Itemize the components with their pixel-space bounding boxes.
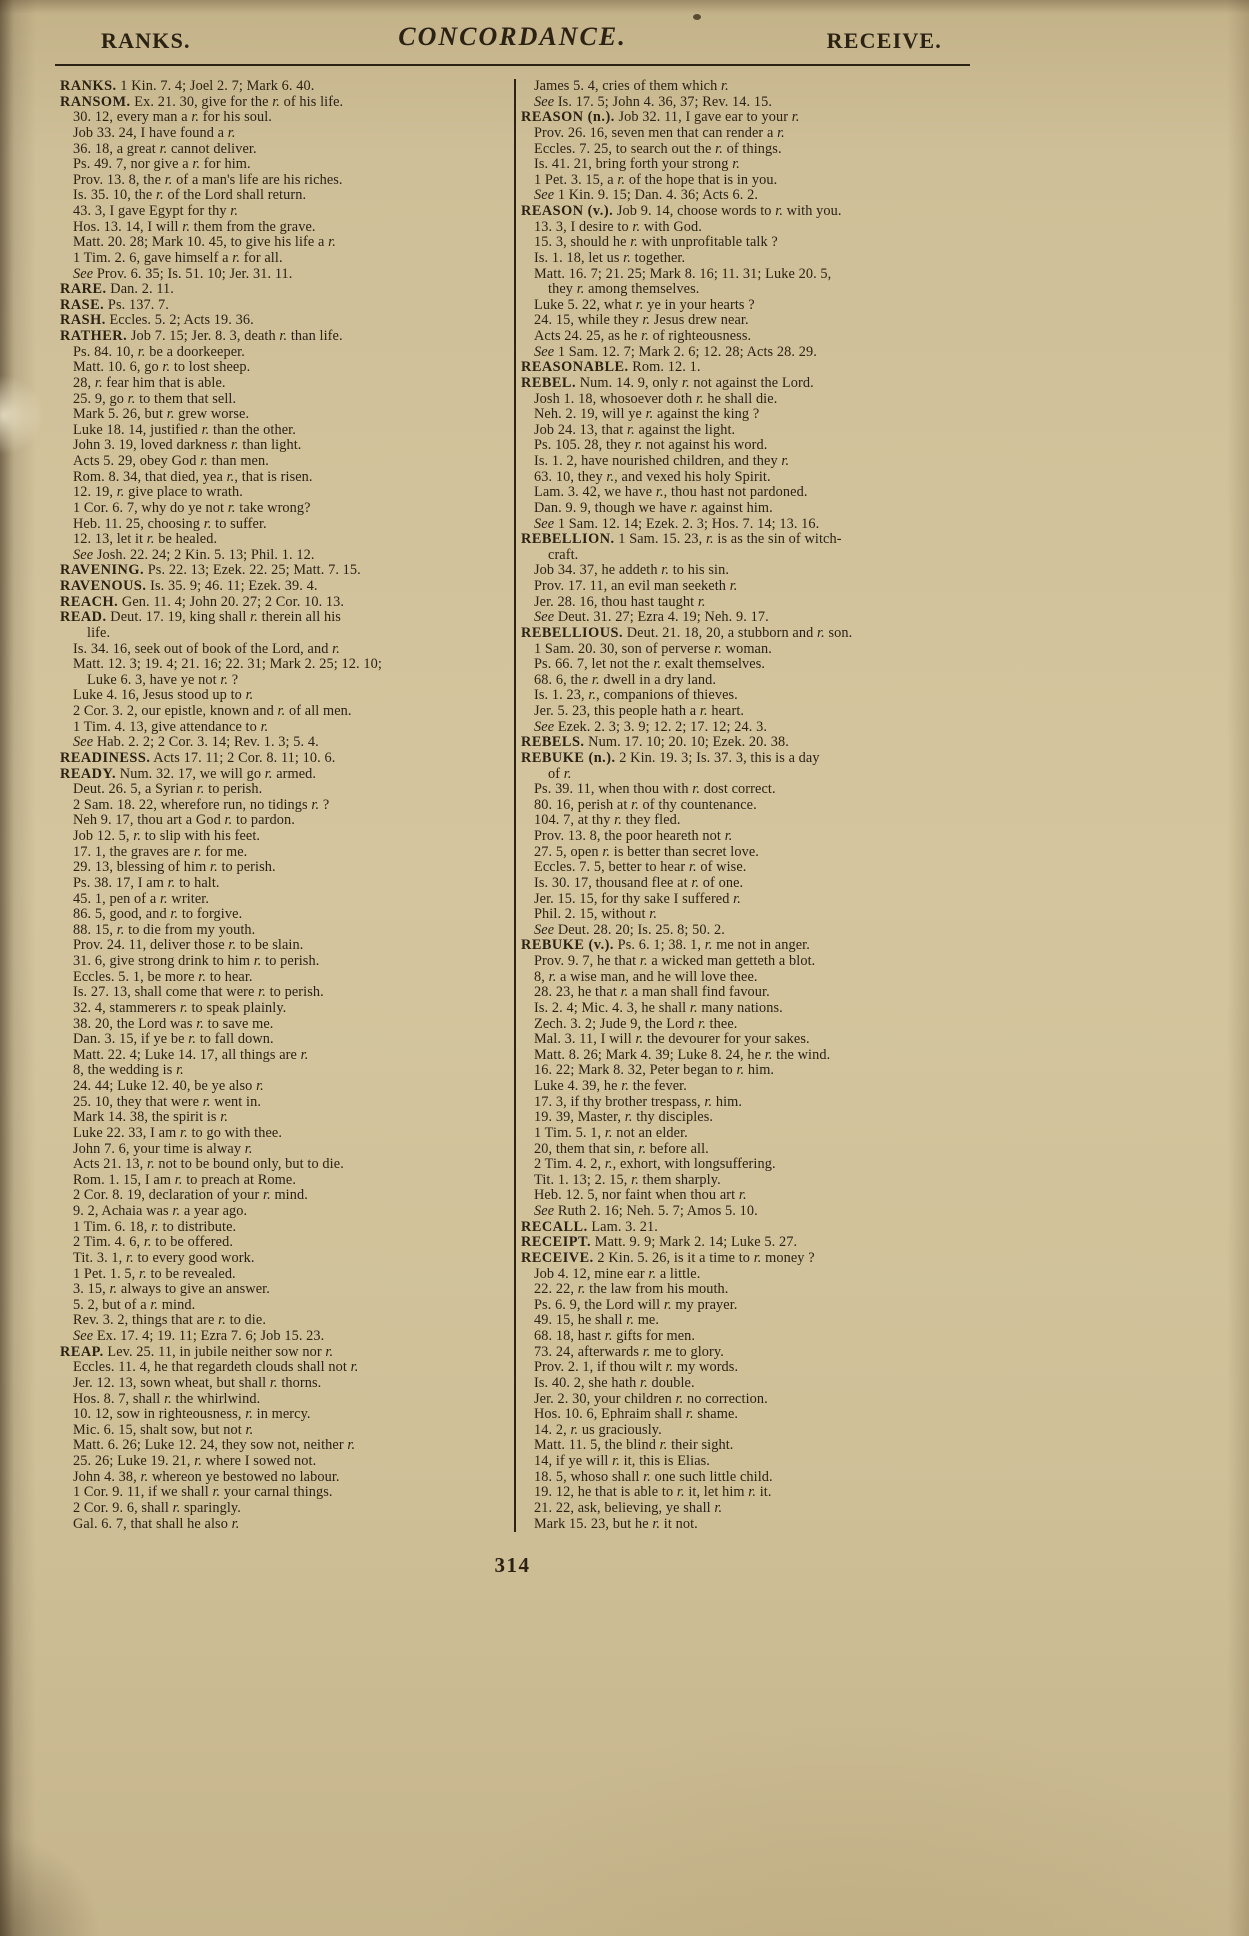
text-block (60, 79, 972, 1532)
entry-headword-line: RARE. Dan. 2. 11. (60, 281, 174, 298)
entry-reference-line: Job 12. 5, r. to slip with his feet. (73, 828, 261, 844)
entry-headword-line: READINESS. Acts 17. 11; 2 Cor. 8. 11; 10. 6. (60, 749, 336, 766)
entry-headword-line: REBUKE (n.). 2 Kin. 19. 3; Is. 37. 3, this is a day (521, 749, 820, 766)
entry-reference-line: 8, the wedding is r. (73, 1062, 184, 1079)
entry-reference-line: Gal. 6. 7, that shall he also r. (73, 1515, 240, 1532)
entry-reference-line: 43. 3, I gave Egypt for thy r. (73, 203, 239, 219)
entry-headword-line: RECEIPT. Matt. 9. 9; Mark 2. 14; Luke 5. 27. (521, 1234, 798, 1251)
entry-reference-line: Matt. 16. 7; 21. 25; Mark 8. 16; 11. 31; Luke 20. 5, (534, 265, 832, 282)
entry-reference-line: 31. 6, give strong drink to him r. to perish. (73, 953, 320, 969)
entry-reference-line: 17. 1, the graves are r. for me. (73, 843, 248, 860)
entry-reference-line: Ps. 66. 7, let not the r. exalt themselves. (534, 656, 766, 673)
entry-reference-line: Prov. 26. 16, seven men that can render a r. (534, 124, 785, 141)
entry-reference-line: 49. 15, he shall r. me. (534, 1312, 660, 1329)
entry-reference-line: Matt. 6. 26; Luke 12. 24, they sow not, neither r. (73, 1437, 356, 1454)
entry-reference-line: Ps. 39. 11, when thou with r. dost correct. (534, 781, 776, 798)
entry-reference-line: Luke 5. 22, what r. ye in your hearts ? (534, 296, 755, 313)
entry-reference-line: Hos. 13. 14, I will r. them from the grave. (73, 218, 316, 235)
entry-reference-line: Josh 1. 18, whosoever doth r. he shall die. (534, 390, 778, 407)
entry-reference-line: 14. 2, r. us graciously. (534, 1421, 662, 1438)
entry-reference-line: 22. 22, r. the law from his mouth. (534, 1281, 729, 1298)
entry-reference-line: Is. 34. 16, seek out of book of the Lord, and r. (73, 640, 340, 657)
entry-reference-line: 27. 5, open r. is better than secret love. (534, 843, 759, 860)
entry-headword-line: RECEIVE. 2 Kin. 5. 26, is it a time to r. money ? (521, 1249, 815, 1266)
entry-reference-line: Job 4. 12, mine ear r. a little. (534, 1265, 701, 1282)
entry-reference-line: Is. 1. 2, have nourished children, and they r. (534, 453, 790, 469)
entry-reference-line: 1 Tim. 6. 18, r. to distribute. (73, 1218, 237, 1235)
entry-reference-line: Job 24. 13, that r. against the light. (534, 421, 736, 438)
running-header (55, 22, 970, 58)
entry-reference-line: Ps. 49. 7, nor give a r. for him. (73, 156, 251, 173)
entry-headword-line: RASE. Ps. 137. 7. (60, 296, 169, 313)
entry-reference-line: 73. 24, afterwards r. me to glory. (534, 1343, 724, 1360)
entry-reference-line: 1 Tim. 5. 1, r. not an elder. (534, 1124, 688, 1141)
entry-reference-line: 5. 2, but of a r. mind. (73, 1296, 196, 1313)
header-rule (55, 64, 970, 66)
entry-reference-line: See 1 Sam. 12. 7; Mark 2. 6; 12. 28; Acts 28. 29. (534, 343, 817, 360)
entry-reference-line: craft. (548, 546, 579, 563)
running-head-last-entry: RECEIVE. (826, 28, 942, 53)
entry-reference-line: Prov. 17. 11, an evil man seeketh r. (534, 578, 738, 594)
entry-headword-line: RASH. Eccles. 5. 2; Acts 19. 36. (60, 312, 254, 329)
entry-reference-line: Luke 6. 3, have ye not r. ? (87, 671, 239, 688)
entry-reference-line: Is. 30. 17, thousand flee at r. of one. (534, 874, 744, 891)
entry-reference-line: 14, if ye will r. it, this is Elias. (534, 1453, 710, 1469)
entry-reference-line: Prov. 13. 8, the poor heareth not r. (534, 828, 733, 844)
entry-headword-line: REAP. Lev. 25. 11, in jubile neither sow nor r. (60, 1343, 334, 1360)
entry-reference-line: 24. 15, while they r. Jesus drew near. (534, 312, 749, 329)
entry-reference-line: Dan. 9. 9, though we have r. against him. (534, 499, 773, 516)
entry-reference-line: Mark 14. 38, the spirit is r. (73, 1109, 229, 1126)
entry-reference-line: Mic. 6. 15, shalt sow, but not r. (73, 1421, 254, 1438)
entry-reference-line: See Ruth 2. 16; Neh. 5. 7; Amos 5. 10. (534, 1203, 758, 1219)
entry-headword-line: REBELS. Num. 17. 10; 20. 10; Ezek. 20. 38. (521, 734, 789, 751)
entry-headword-line: RATHER. Job 7. 15; Jer. 8. 3, death r. than life. (60, 328, 343, 344)
entry-reference-line: Heb. 11. 25, choosing r. to suffer. (73, 515, 267, 532)
entry-reference-line: 2 Cor. 3. 2, our epistle, known and r. of all men. (73, 703, 352, 719)
entry-reference-line: 25. 9, go r. to them that sell. (73, 390, 237, 407)
entry-reference-line: Prov. 13. 8, the r. of a man's life are his riches. (73, 171, 343, 188)
entry-reference-line: Dan. 3. 15, if ye be r. to fall down. (73, 1031, 274, 1048)
entry-reference-line: Luke 18. 14, justified r. than the other. (73, 421, 296, 438)
entry-reference-line: John 3. 19, loved darkness r. than light. (73, 437, 302, 454)
entry-reference-line: Prov. 9. 7, he that r. a wicked man getteth a blot. (534, 953, 816, 969)
entry-reference-line: Prov. 24. 11, deliver those r. to be slain. (73, 937, 304, 954)
entry-reference-line: 28, r. fear him that is able. (73, 374, 226, 391)
entry-reference-line: See Hab. 2. 2; 2 Cor. 3. 14; Rev. 1. 3; 5. 4. (73, 734, 319, 751)
entry-reference-line: Rev. 3. 2, things that are r. to die. (73, 1312, 266, 1329)
entry-reference-line: Hos. 10. 6, Ephraim shall r. shame. (534, 1406, 739, 1423)
entry-reference-line: 45. 1, pen of a r. writer. (73, 890, 210, 907)
entry-reference-line: Luke 22. 33, I am r. to go with thee. (73, 1124, 283, 1141)
entry-reference-line: of r. (548, 765, 572, 782)
entry-reference-line: 2 Cor. 9. 6, shall r. sparingly. (73, 1499, 241, 1516)
entry-reference-line: Hos. 8. 7, shall r. the whirlwind. (73, 1390, 261, 1407)
entry-reference-line: See Ezek. 2. 3; 3. 9; 12. 2; 17. 12; 24. 3. (534, 718, 768, 735)
entry-reference-line: Is. 1. 18, let us r. together. (534, 249, 686, 266)
entry-reference-line: Eccles. 7. 5, better to hear r. of wise. (534, 859, 747, 876)
entry-reference-line: Ps. 38. 17, I am r. to halt. (73, 874, 220, 891)
entry-reference-line: Tit. 3. 1, r. to every good work. (73, 1249, 255, 1266)
entry-reference-line: Luke 4. 16, Jesus stood up to r. (73, 687, 254, 704)
entry-reference-line: Matt. 11. 5, the blind r. their sight. (534, 1437, 734, 1454)
entry-reference-line: 24. 44; Luke 12. 40, be ye also r. (73, 1078, 264, 1094)
entry-reference-line: 16. 22; Mark 8. 32, Peter began to r. him. (534, 1062, 775, 1079)
entry-reference-line: Lam. 3. 42, we have r., thou hast not pardoned. (534, 484, 808, 501)
entry-reference-line: 29. 13, blessing of him r. to perish. (73, 859, 276, 876)
entry-reference-line: Is. 27. 13, shall come that were r. to perish. (73, 984, 324, 1001)
entry-headword-line: READY. Num. 32. 17, we will go r. armed. (60, 765, 317, 782)
entry-reference-line: 1 Cor. 6. 7, why do ye not r. take wrong? (73, 499, 311, 516)
entry-reference-line: 28. 23, he that r. a man shall find favour. (534, 984, 770, 1001)
entry-reference-line: James 5. 4, cries of them which r. (534, 79, 729, 94)
entry-reference-line: 9. 2, Achaia was r. a year ago. (73, 1203, 248, 1219)
entry-reference-line: 2 Cor. 8. 19, declaration of your r. mind. (73, 1187, 308, 1204)
entry-reference-line: life. (87, 624, 111, 641)
page-number: 314 (494, 1553, 531, 1577)
entry-reference-line: See Deut. 31. 27; Ezra 4. 19; Neh. 9. 17. (534, 609, 769, 626)
entry-reference-line: 17. 3, if thy brother trespass, r. him. (534, 1093, 743, 1110)
entry-reference-line: 20, them that sin, r. before all. (534, 1140, 709, 1157)
entry-reference-line: Heb. 12. 5, nor faint when thou art r. (534, 1187, 747, 1204)
entry-reference-line: 21. 22, ask, believing, ye shall r. (534, 1499, 723, 1516)
entry-headword-line: REASON (n.). Job 32. 11, I gave ear to your r. (521, 109, 800, 126)
entry-reference-line: 19. 39, Master, r. thy disciples. (534, 1109, 714, 1126)
entry-reference-line: 104. 7, at thy r. they fled. (534, 812, 681, 829)
entry-reference-line: Matt. 10. 6, go r. to lost sheep. (73, 359, 251, 376)
entry-reference-line: Ps. 6. 9, the Lord will r. my prayer. (534, 1296, 738, 1313)
entry-reference-line: 12. 13, let it r. be healed. (73, 531, 218, 548)
entry-reference-line: 32. 4, stammerers r. to speak plainly. (73, 999, 287, 1016)
left-column (60, 79, 512, 1532)
entry-reference-line: Eccles. 11. 4, he that regardeth clouds shall not r. (73, 1359, 359, 1376)
entry-headword-line: REACH. Gen. 11. 4; John 20. 27; 2 Cor. 10. 13. (60, 593, 345, 610)
entry-reference-line: Jer. 2. 30, your children r. no correction. (534, 1390, 768, 1407)
entry-reference-line: 8, r. a wise man, and he will love thee. (534, 968, 758, 985)
entry-reference-line: Jer. 15. 15, for thy sake I suffered r. (534, 890, 741, 907)
entry-reference-line: Jer. 5. 23, this people hath a r. heart. (534, 703, 745, 719)
entry-reference-line: 88. 15, r. to die from my youth. (73, 921, 256, 938)
column-divider-rule (514, 79, 516, 1532)
entry-reference-line: 2 Tim. 4. 6, r. to be offered. (73, 1234, 234, 1251)
ink-speck (693, 14, 701, 20)
entry-reference-line: 1 Pet. 3. 15, a r. of the hope that is in you. (534, 171, 778, 188)
entry-reference-line: Is. 41. 21, bring forth your strong r. (534, 156, 740, 173)
entry-reference-line: See Josh. 22. 24; 2 Kin. 5. 13; Phil. 1. 12. (73, 546, 315, 563)
entry-reference-line: Jer. 12. 13, sown wheat, but shall r. thorns. (73, 1374, 322, 1391)
entry-reference-line: Ps. 105. 28, they r. not against his word. (534, 437, 768, 454)
entry-reference-line: 3. 15, r. always to give an answer. (73, 1281, 270, 1298)
entry-headword-line: REASON (v.). Job 9. 14, choose words to r. with you. (521, 203, 842, 219)
entry-reference-line: Rom. 8. 34, that died, yea r., that is risen. (73, 468, 313, 485)
entry-headword-line: RANSOM. Ex. 21. 30, give for the r. of his life. (60, 93, 344, 110)
entry-reference-line: Tit. 1. 13; 2. 15, r. them sharply. (534, 1171, 721, 1188)
entry-headword-line: REBELLION. 1 Sam. 15. 23, r. is as the sin of witch- (521, 531, 842, 548)
entry-reference-line: 12. 19, r. give place to wrath. (73, 484, 243, 501)
entry-reference-line: 13. 3, I desire to r. with God. (534, 218, 702, 235)
entry-headword-line: RAVENING. Ps. 22. 13; Ezek. 22. 25; Matt. 7. 15. (60, 562, 361, 579)
entry-headword-line: REASONABLE. Rom. 12. 1. (521, 359, 701, 376)
entry-reference-line: 18. 5, whoso shall r. one such little child. (534, 1468, 773, 1485)
entry-reference-line: 30. 12, every man a r. for his soul. (73, 109, 272, 126)
entry-reference-line: Job 34. 37, he addeth r. to his sin. (534, 562, 730, 579)
entry-reference-line: Deut. 26. 5, a Syrian r. to perish. (73, 781, 263, 798)
entry-reference-line: 1 Pet. 1. 5, r. to be revealed. (73, 1265, 236, 1282)
entry-reference-line: 15. 3, should he r. with unprofitable talk ? (534, 234, 778, 251)
entry-reference-line: Phil. 2. 15, without r. (534, 906, 658, 923)
entry-reference-line: Matt. 12. 3; 19. 4; 21. 16; 22. 31; Mark 2. 25; 12. 10; (73, 656, 382, 673)
book-title: CONCORDANCE. (398, 22, 627, 51)
entry-reference-line: 19. 12, he that is able to r. it, let him r. it. (534, 1484, 772, 1501)
entry-reference-line: 1 Tim. 4. 13, give attendance to r. (73, 718, 269, 735)
entry-reference-line: 2 Sam. 18. 22, wherefore run, no tidings r. ? (73, 796, 330, 813)
entry-reference-line: Mark 15. 23, but he r. it not. (534, 1515, 698, 1532)
entry-reference-line: Matt. 20. 28; Mark 10. 45, to give his life a r. (73, 234, 336, 251)
entry-headword-line: READ. Deut. 17. 19, king shall r. therein all his (60, 609, 341, 626)
right-column (521, 79, 972, 1532)
entry-reference-line: 25. 26; Luke 19. 21, r. where I sowed not. (73, 1453, 317, 1469)
entry-reference-line: See Deut. 28. 20; Is. 25. 8; 50. 2. (534, 921, 725, 938)
entry-reference-line: Mark 5. 26, but r. grew worse. (73, 406, 250, 423)
entry-headword-line: REBELLIOUS. Deut. 21. 18, 20, a stubborn and r. son. (521, 624, 853, 641)
entry-reference-line: 10. 12, sow in righteousness, r. in mercy. (73, 1406, 311, 1423)
entry-reference-line: Neh 9. 17, thou art a God r. to pardon. (73, 812, 295, 829)
entry-reference-line: Acts 5. 29, obey God r. than men. (73, 453, 269, 469)
entry-reference-line: 25. 10, they that were r. went in. (73, 1093, 262, 1110)
running-head-first-entry: RANKS. (101, 28, 191, 53)
entry-headword-line: RAVENOUS. Is. 35. 9; 46. 11; Ezek. 39. 4. (60, 578, 318, 594)
entry-reference-line: Luke 4. 39, he r. the fever. (534, 1078, 687, 1094)
entry-reference-line: See 1 Kin. 9. 15; Dan. 4. 36; Acts 6. 2. (534, 187, 758, 204)
entry-reference-line: 68. 6, the r. dwell in a dry land. (534, 671, 717, 688)
entry-reference-line: John 7. 6, your time is alway r. (73, 1140, 253, 1157)
entry-reference-line: Eccles. 5. 1, be more r. to hear. (73, 968, 253, 985)
entry-reference-line: Eccles. 7. 25, to search out the r. of things. (534, 140, 782, 157)
entry-reference-line: Acts 24. 25, as he r. of righteousness. (534, 328, 752, 344)
entry-reference-line: 1 Tim. 2. 6, gave himself a r. for all. (73, 249, 283, 266)
entry-reference-line: 80. 16, perish at r. of thy countenance. (534, 796, 757, 813)
entry-reference-line: Acts 21. 13, r. not to be bound only, but to die. (73, 1156, 344, 1173)
entry-headword-line: REBUKE (v.). Ps. 6. 1; 38. 1, r. me not in anger. (521, 937, 810, 954)
entry-headword-line: RECALL. Lam. 3. 21. (521, 1218, 658, 1235)
entry-reference-line: 2 Tim. 4. 2, r., exhort, with longsuffering. (534, 1156, 776, 1173)
entry-reference-line: Job 33. 24, I have found a r. (73, 124, 236, 141)
entry-reference-line: 1 Sam. 20. 30, son of perverse r. woman. (534, 640, 772, 657)
entry-reference-line: Matt. 8. 26; Mark 4. 39; Luke 8. 24, he r. the wind. (534, 1046, 831, 1063)
entry-reference-line: 63. 10, they r., and vexed his holy Spirit. (534, 468, 771, 485)
entry-headword-line: RANKS. 1 Kin. 7. 4; Joel 2. 7; Mark 6. 40. (60, 79, 315, 94)
entry-reference-line: Neh. 2. 19, will ye r. against the king ? (534, 406, 760, 423)
entry-reference-line: Zech. 3. 2; Jude 9, the Lord r. thee. (534, 1015, 738, 1032)
entry-reference-line: See Ex. 17. 4; 19. 11; Ezra 7. 6; Job 15. 23. (73, 1328, 325, 1344)
entry-reference-line: Is. 1. 23, r., companions of thieves. (534, 687, 738, 704)
entry-reference-line: Jer. 28. 16, thou hast taught r. (534, 593, 706, 610)
entry-headword-line: REBEL. Num. 14. 9, only r. not against the Lord. (521, 374, 814, 391)
entry-reference-line: Matt. 22. 4; Luke 14. 17, all things are r. (73, 1046, 309, 1063)
entry-reference-line: See Prov. 6. 35; Is. 51. 10; Jer. 31. 11. (73, 265, 293, 282)
entry-reference-line: John 4. 38, r. whereon ye bestowed no labour. (73, 1468, 340, 1485)
entry-reference-line: they r. among themselves. (548, 281, 700, 298)
entry-reference-line: Is. 40. 2, she hath r. double. (534, 1374, 695, 1391)
entry-reference-line: Prov. 2. 1, if thou wilt r. my words. (534, 1359, 739, 1376)
entry-reference-line: See Is. 17. 5; John 4. 36, 37; Rev. 14. 15. (534, 93, 773, 110)
entry-reference-line: Mal. 3. 11, I will r. the devourer for your sakes. (534, 1031, 810, 1048)
entry-reference-line: 86. 5, good, and r. to forgive. (73, 906, 243, 923)
entry-reference-line: See 1 Sam. 12. 14; Ezek. 2. 3; Hos. 7. 14; 13. 16. (534, 515, 820, 532)
entry-reference-line: 68. 18, hast r. gifts for men. (534, 1328, 696, 1344)
entry-reference-line: 1 Cor. 9. 11, if we shall r. your carnal things. (73, 1484, 333, 1501)
entry-reference-line: Is. 35. 10, the r. of the Lord shall return. (73, 187, 307, 204)
entry-reference-line: Rom. 1. 15, I am r. to preach at Rome. (73, 1171, 297, 1188)
entry-reference-line: 38. 20, the Lord was r. to save me. (73, 1015, 274, 1032)
entry-reference-line: 36. 18, a great r. cannot deliver. (73, 140, 257, 157)
entry-reference-line: Ps. 84. 10, r. be a doorkeeper. (73, 343, 245, 360)
entry-reference-line: Is. 2. 4; Mic. 4. 3, he shall r. many nations. (534, 999, 783, 1016)
